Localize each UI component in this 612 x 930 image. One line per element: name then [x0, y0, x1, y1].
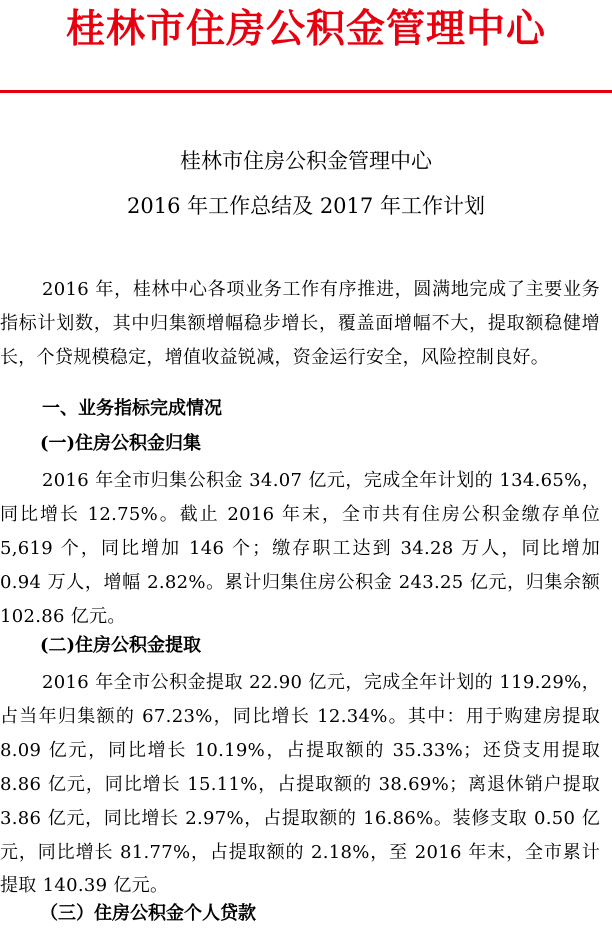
subsection-heading-3: （三）住房公积金个人贷款 [40, 903, 256, 924]
collection-paragraph: 2016 年全市归集公积金 34.07 亿元，完成全年计划的 134.65%，同比增长 12.75%。截止 2016 年末，全市共有住房公积金缴存单位 5,619 个，同比增加 146 个；缴存职工达到 34.28 万人，同比增加 0.94 万人，增幅 2.82%。累计归集住房公积金 243.25 亿元，归集余额 102.86 亿元。 [0, 470, 600, 627]
document-title-line2: 2016 年工作总结及 2017 年工作计划 [127, 194, 485, 218]
letterhead-red-rule [0, 90, 612, 93]
document-title-line1: 桂林市住房公积金管理中心 [180, 149, 432, 173]
subsection-heading-1: (一)住房公积金归集 [40, 433, 202, 454]
intro-paragraph: 2016 年，桂林中心各项业务工作有序推进，圆满地完成了主要业务指标计划数，其中归集额增幅稳步增长，覆盖面增幅不大，提取额稳健增长，个贷规模稳定，增值收益锐减，资金运行安全，风险控制良好。 [0, 279, 600, 368]
subsection-heading-2: (二)住房公积金提取 [40, 635, 202, 656]
letterhead-org-name: 桂林市住房公积金管理中心 [65, 7, 546, 52]
withdrawal-paragraph: 2016 年全市公积金提取 22.90 亿元，完成全年计划的 119.29%，占当年归集额的 67.23%，同比增长 12.34%。其中：用于购建房提取 8.09 亿元，同比增长 10.19%，占提取额的 35.33%；还贷支用提取 8.86 亿元，同比增长 15.11%，占提取额的 38.69%；离退休销户提取 3.86 亿元，同比增长 2.97%，占提取额的 16.86%。装修支取 0.50 亿元，同比增长 81.77%，占提取额的 2.18%，至 2016 年末，全市累计提取 140.39 亿元。 [0, 672, 600, 897]
section-heading-1: 一、业务指标完成情况 [42, 398, 222, 419]
